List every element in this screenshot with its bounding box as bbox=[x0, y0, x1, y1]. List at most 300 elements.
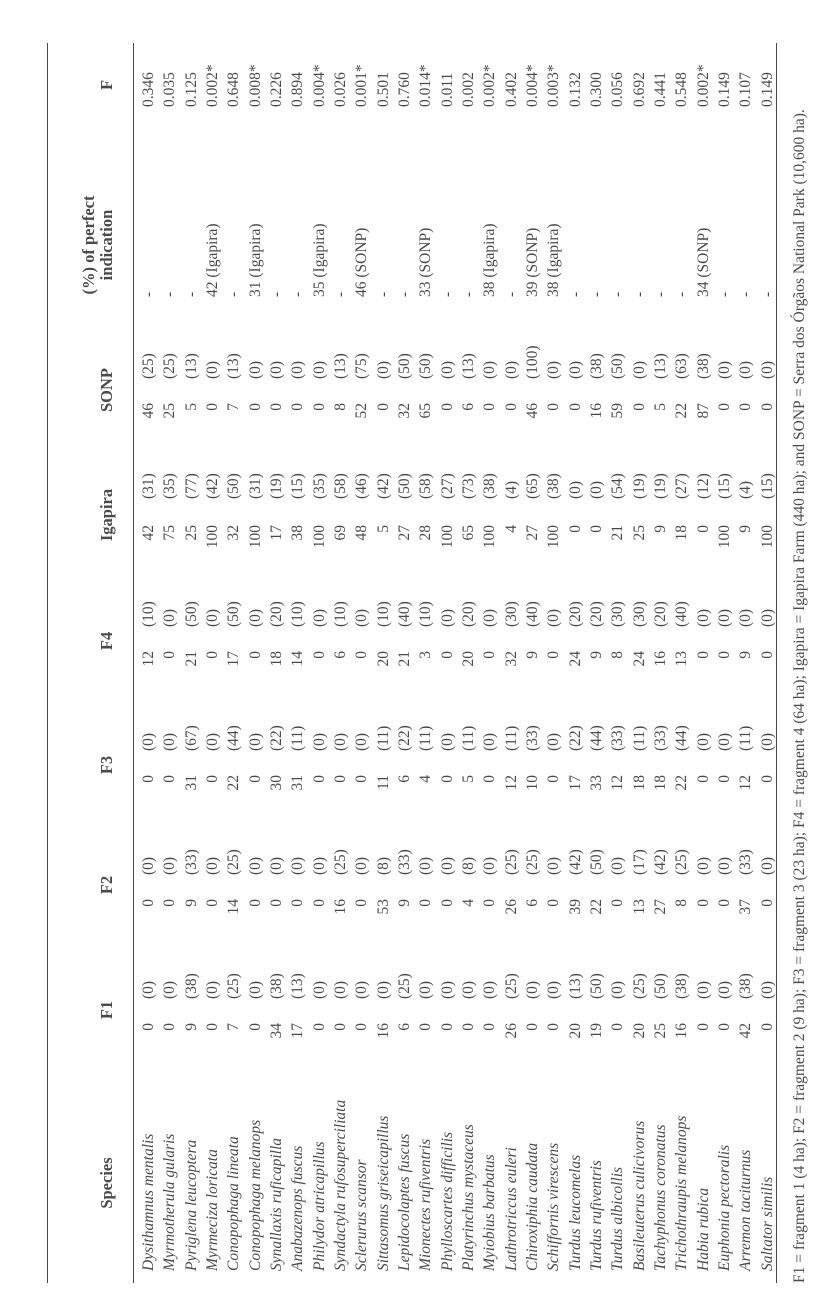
cell-igapira: 17 bbox=[267, 525, 285, 541]
cell-f-value: 0.056 bbox=[609, 72, 627, 107]
cell-f3: 22 bbox=[673, 775, 691, 791]
cell-f2-pct: (0) bbox=[161, 856, 179, 875]
cell-sonp-pct: (13) bbox=[331, 353, 349, 379]
cell-igapira: 48 bbox=[353, 525, 371, 541]
cell-f4-pct: (0) bbox=[715, 608, 733, 627]
cell-f2-pct: (0) bbox=[715, 856, 733, 875]
cell-f1-pct: (0) bbox=[459, 980, 477, 999]
cell-f1-pct: (38) bbox=[267, 973, 285, 999]
cell-f-value: 0.002* bbox=[694, 64, 712, 107]
cell-f4-pct: (20) bbox=[587, 601, 605, 627]
cell-f3: 0 bbox=[203, 775, 221, 783]
cell-f-value: 0.132 bbox=[566, 72, 584, 107]
cell-sonp: 0 bbox=[630, 403, 648, 411]
cell-sonp: 0 bbox=[438, 403, 456, 411]
cell-f-value: 0.008* bbox=[246, 64, 264, 107]
cell-f-value: 0.002 bbox=[459, 72, 477, 107]
cell-f3: 33 bbox=[587, 775, 605, 791]
cell-f2-pct: (0) bbox=[758, 856, 776, 875]
cell-f4-pct: (0) bbox=[161, 608, 179, 627]
cell-f1-pct: (0) bbox=[417, 980, 435, 999]
cell-sonp: 6 bbox=[459, 403, 477, 411]
cell-f2: 0 bbox=[161, 899, 179, 907]
cell-f4: 0 bbox=[246, 651, 264, 659]
cell-f4-pct: (40) bbox=[395, 601, 413, 627]
cell-f3: 12 bbox=[737, 775, 755, 791]
cell-f-value: 0.441 bbox=[651, 72, 669, 107]
cell-f2-pct: (0) bbox=[140, 856, 157, 875]
cell-f1-pct: (0) bbox=[481, 980, 499, 999]
cell-sonp: 32 bbox=[395, 403, 413, 419]
cell-f1-pct: (0) bbox=[758, 980, 776, 999]
cell-f1: 0 bbox=[438, 1023, 456, 1031]
cell-igapira-pct: (31) bbox=[140, 473, 157, 499]
cell-f3-pct: (11) bbox=[502, 725, 520, 751]
cell-f3: 5 bbox=[459, 775, 477, 783]
cell-igapira-pct: (46) bbox=[353, 473, 371, 499]
cell-f2-pct: (25) bbox=[523, 849, 541, 875]
cell-f3-pct: (11) bbox=[417, 725, 435, 751]
cell-indication: - bbox=[651, 291, 669, 297]
cell-f4: 8 bbox=[609, 651, 627, 659]
cell-igapira: 42 bbox=[140, 525, 157, 541]
cell-igapira-pct: (42) bbox=[374, 473, 392, 499]
cell-f2: 0 bbox=[353, 899, 371, 907]
cell-f3: 0 bbox=[481, 775, 499, 783]
cell-igapira-pct: (19) bbox=[630, 473, 648, 499]
cell-igapira: 100 bbox=[481, 525, 499, 549]
cell-f1-pct: (25) bbox=[225, 973, 243, 999]
cell-f4: 3 bbox=[417, 651, 435, 659]
cell-f4: 12 bbox=[140, 651, 157, 667]
cell-sonp-pct: (0) bbox=[715, 360, 733, 379]
cell-f-value: 0.648 bbox=[225, 72, 243, 107]
cell-f1-pct: (0) bbox=[715, 980, 733, 999]
cell-f4: 21 bbox=[395, 651, 413, 667]
cell-species: Lathrotriccus euleri bbox=[502, 1147, 520, 1271]
cell-f4: 0 bbox=[694, 651, 712, 659]
cell-f2-pct: (42) bbox=[651, 849, 669, 875]
cell-f2-pct: (0) bbox=[246, 856, 264, 875]
cell-sonp-pct: (13) bbox=[459, 353, 477, 379]
cell-f2-pct: (33) bbox=[737, 849, 755, 875]
cell-f4: 0 bbox=[310, 651, 328, 659]
cell-f1-pct: (0) bbox=[203, 980, 221, 999]
cell-f4-pct: (20) bbox=[566, 601, 584, 627]
cell-f4: 17 bbox=[225, 651, 243, 667]
cell-f4: 0 bbox=[715, 651, 733, 659]
cell-igapira: 28 bbox=[417, 525, 435, 541]
cell-f3-pct: (11) bbox=[737, 725, 755, 751]
cell-f1-pct: (0) bbox=[374, 980, 392, 999]
header-f1: F1 bbox=[97, 1000, 116, 1020]
cell-sonp: 0 bbox=[267, 403, 285, 411]
cell-f3-pct: (0) bbox=[438, 732, 456, 751]
cell-species: Philydor atricapillus bbox=[310, 1141, 328, 1271]
cell-f4: 32 bbox=[502, 651, 520, 667]
table-bottom-rule bbox=[776, 43, 777, 1283]
cell-f1: 0 bbox=[545, 1023, 563, 1031]
cell-sonp-pct: (13) bbox=[182, 353, 200, 379]
cell-f4: 9 bbox=[587, 651, 605, 659]
cell-indication: - bbox=[438, 291, 456, 297]
cell-igapira-pct: (12) bbox=[694, 473, 712, 499]
cell-f1: 9 bbox=[182, 1023, 200, 1031]
cell-species: Turdus albicollis bbox=[609, 1166, 627, 1271]
cell-sonp-pct: (0) bbox=[758, 360, 776, 379]
cell-igapira: 21 bbox=[609, 525, 627, 541]
cell-f4-pct: (0) bbox=[758, 608, 776, 627]
cell-f1: 42 bbox=[737, 1023, 755, 1039]
cell-species: Saltator similis bbox=[758, 1176, 776, 1271]
cell-igapira-pct: (27) bbox=[673, 473, 691, 499]
cell-sonp: 52 bbox=[353, 403, 371, 419]
cell-f4-pct: (0) bbox=[737, 608, 755, 627]
cell-f2-pct: (0) bbox=[481, 856, 499, 875]
cell-f3-pct: (0) bbox=[694, 732, 712, 751]
cell-f4-pct: (50) bbox=[182, 601, 200, 627]
cell-igapira-pct: (54) bbox=[609, 473, 627, 499]
cell-species: Platyrinchus mystaceus bbox=[459, 1124, 477, 1271]
cell-species: Synallaxis ruficapilla bbox=[267, 1137, 285, 1271]
cell-igapira-pct: (38) bbox=[545, 473, 563, 499]
cell-sonp-pct: (38) bbox=[587, 353, 605, 379]
cell-species: Habia rubica bbox=[694, 1187, 712, 1271]
cell-indication: - bbox=[289, 291, 307, 297]
cell-sonp-pct: (50) bbox=[417, 353, 435, 379]
cell-f1: 19 bbox=[587, 1023, 605, 1039]
cell-sonp-pct: (0) bbox=[545, 360, 563, 379]
cell-f4: 6 bbox=[331, 651, 349, 659]
cell-f3-pct: (22) bbox=[395, 725, 413, 751]
cell-species: Schiffornis virescens bbox=[545, 1142, 563, 1271]
cell-f4-pct: (10) bbox=[374, 601, 392, 627]
cell-indication: - bbox=[395, 291, 413, 297]
cell-f4-pct: (0) bbox=[438, 608, 456, 627]
cell-f3-pct: (44) bbox=[225, 725, 243, 751]
cell-f3: 31 bbox=[289, 775, 307, 791]
cell-f1-pct: (25) bbox=[630, 973, 648, 999]
cell-sonp-pct: (63) bbox=[673, 353, 691, 379]
cell-f2: 27 bbox=[651, 899, 669, 915]
cell-igapira-pct: (42) bbox=[203, 473, 221, 499]
cell-indication: 38 (Igapira) bbox=[545, 223, 563, 297]
cell-f-value: 0.894 bbox=[289, 72, 307, 107]
cell-sonp: 46 bbox=[523, 403, 541, 419]
cell-f3-pct: (67) bbox=[182, 725, 200, 751]
cell-sonp-pct: (13) bbox=[651, 353, 669, 379]
cell-f3-pct: (0) bbox=[331, 732, 349, 751]
cell-f2-pct: (25) bbox=[502, 849, 520, 875]
cell-species: Turdus rufiventris bbox=[587, 1160, 605, 1271]
cell-f4: 0 bbox=[161, 651, 179, 659]
cell-f-value: 0.548 bbox=[673, 72, 691, 107]
cell-f2-pct: (50) bbox=[587, 849, 605, 875]
cell-f3-pct: (0) bbox=[353, 732, 371, 751]
cell-f4-pct: (20) bbox=[267, 601, 285, 627]
cell-sonp: 87 bbox=[694, 403, 712, 419]
cell-igapira-pct: (38) bbox=[481, 473, 499, 499]
cell-indication: - bbox=[459, 291, 477, 297]
cell-f2-pct: (0) bbox=[438, 856, 456, 875]
cell-f-value: 0.001* bbox=[353, 64, 371, 107]
header-indication-line1: (%) of perfect bbox=[79, 195, 98, 295]
cell-f4-pct: (20) bbox=[651, 601, 669, 627]
cell-species: Trichothraupis melanops bbox=[673, 1115, 691, 1271]
cell-f1-pct: (0) bbox=[310, 980, 328, 999]
cell-f-value: 0.149 bbox=[715, 72, 733, 107]
cell-f4: 0 bbox=[481, 651, 499, 659]
cell-f1: 0 bbox=[140, 1023, 157, 1031]
cell-sonp: 5 bbox=[651, 403, 669, 411]
cell-sonp-pct: (0) bbox=[502, 360, 520, 379]
cell-f1: 17 bbox=[289, 1023, 307, 1039]
cell-f4: 14 bbox=[289, 651, 307, 667]
cell-f-value: 0.402 bbox=[502, 72, 520, 107]
cell-f4: 24 bbox=[566, 651, 584, 667]
cell-f2-pct: (0) bbox=[609, 856, 627, 875]
cell-igapira: 27 bbox=[395, 525, 413, 541]
cell-f3-pct: (0) bbox=[140, 732, 157, 751]
cell-f3: 0 bbox=[161, 775, 179, 783]
table-header-rule bbox=[133, 43, 134, 1283]
cell-f3-pct: (33) bbox=[651, 725, 669, 751]
cell-f3: 0 bbox=[694, 775, 712, 783]
cell-sonp-pct: (75) bbox=[353, 353, 371, 379]
cell-f1-pct: (0) bbox=[353, 980, 371, 999]
header-f: F bbox=[97, 79, 116, 91]
cell-indication: - bbox=[758, 291, 776, 297]
cell-f4-pct: (10) bbox=[140, 601, 157, 627]
cell-sonp-pct: (0) bbox=[737, 360, 755, 379]
cell-sonp-pct: (0) bbox=[630, 360, 648, 379]
cell-f2: 0 bbox=[267, 899, 285, 907]
cell-f4: 0 bbox=[353, 651, 371, 659]
cell-f4-pct: (0) bbox=[203, 608, 221, 627]
cell-igapira-pct: (4) bbox=[737, 480, 755, 499]
header-species: Species bbox=[97, 1157, 116, 1209]
cell-f2-pct: (0) bbox=[289, 856, 307, 875]
cell-sonp-pct: (0) bbox=[481, 360, 499, 379]
cell-igapira: 0 bbox=[694, 525, 712, 533]
cell-f1: 34 bbox=[267, 1023, 285, 1039]
cell-f3-pct: (11) bbox=[630, 725, 648, 751]
cell-f1: 0 bbox=[481, 1023, 499, 1031]
cell-igapira: 100 bbox=[545, 525, 563, 549]
cell-igapira-pct: (50) bbox=[395, 473, 413, 499]
cell-species: Myrmeciza loricata bbox=[203, 1149, 221, 1271]
cell-indication: - bbox=[566, 291, 584, 297]
cell-f2: 0 bbox=[417, 899, 435, 907]
cell-igapira: 100 bbox=[715, 525, 733, 549]
cell-species: Euphonia pectoralis bbox=[715, 1144, 733, 1271]
cell-f1: 0 bbox=[417, 1023, 435, 1031]
cell-igapira-pct: (35) bbox=[310, 473, 328, 499]
cell-f3-pct: (0) bbox=[545, 732, 563, 751]
cell-f4: 21 bbox=[182, 651, 200, 667]
cell-f2-pct: (33) bbox=[395, 849, 413, 875]
cell-f2: 0 bbox=[545, 899, 563, 907]
cell-f3: 0 bbox=[246, 775, 264, 783]
cell-f3-pct: (0) bbox=[758, 732, 776, 751]
cell-igapira-pct: (73) bbox=[459, 473, 477, 499]
cell-igapira: 65 bbox=[459, 525, 477, 541]
cell-f1: 7 bbox=[225, 1023, 243, 1031]
header-f4: F4 bbox=[97, 631, 116, 651]
cell-f4: 20 bbox=[374, 651, 392, 667]
table-footnote: F1 = fragment 1 (4 ha); F2 = fragment 2 (9 ha); F3 = fragment 3 (23 ha); F4 = fragment 4 (64 ha); Igapira = Igapira Farm (440 ha); and SONP = Serra dos Órgãos National Park (10,600 ha). bbox=[791, 109, 808, 1283]
cell-f3: 0 bbox=[331, 775, 349, 783]
cell-f3: 0 bbox=[140, 775, 157, 783]
cell-f1-pct: (25) bbox=[502, 973, 520, 999]
cell-f3: 18 bbox=[630, 775, 648, 791]
cell-f2-pct: (33) bbox=[182, 849, 200, 875]
cell-species: Sclerurus scansor bbox=[353, 1159, 371, 1271]
cell-sonp: 16 bbox=[587, 403, 605, 419]
header-igapira: Igapira bbox=[97, 488, 116, 542]
cell-f2-pct: (25) bbox=[331, 849, 349, 875]
cell-f-value: 0.692 bbox=[630, 72, 648, 107]
cell-f2: 26 bbox=[502, 899, 520, 915]
cell-f2: 39 bbox=[566, 899, 584, 915]
cell-f1-pct: (50) bbox=[651, 973, 669, 999]
cell-f1-pct: (0) bbox=[694, 980, 712, 999]
cell-f4: 0 bbox=[758, 651, 776, 659]
cell-f2-pct: (25) bbox=[225, 849, 243, 875]
cell-f3-pct: (0) bbox=[310, 732, 328, 751]
cell-indication: - bbox=[502, 291, 520, 297]
cell-sonp: 0 bbox=[203, 403, 221, 411]
cell-f1-pct: (50) bbox=[587, 973, 605, 999]
cell-igapira-pct: (31) bbox=[246, 473, 264, 499]
cell-f3-pct: (44) bbox=[673, 725, 691, 751]
cell-f3: 10 bbox=[523, 775, 541, 791]
cell-f2: 0 bbox=[203, 899, 221, 907]
cell-f-value: 0.107 bbox=[737, 72, 755, 107]
cell-indication: - bbox=[161, 291, 179, 297]
cell-f4-pct: (0) bbox=[481, 608, 499, 627]
cell-sonp: 0 bbox=[545, 403, 563, 411]
cell-indication: 35 (Igapira) bbox=[310, 223, 328, 297]
cell-species: Sittasomus griseicapillus bbox=[374, 1115, 392, 1271]
cell-igapira: 25 bbox=[182, 525, 200, 541]
cell-indication: - bbox=[609, 291, 627, 297]
cell-f2: 0 bbox=[310, 899, 328, 907]
cell-f3: 12 bbox=[502, 775, 520, 791]
cell-f3: 6 bbox=[395, 775, 413, 783]
cell-igapira-pct: (50) bbox=[225, 473, 243, 499]
cell-sonp-pct: (38) bbox=[694, 353, 712, 379]
cell-igapira-pct: (77) bbox=[182, 473, 200, 499]
cell-f2-pct: (17) bbox=[630, 849, 648, 875]
cell-igapira: 5 bbox=[374, 525, 392, 533]
cell-f1-pct: (0) bbox=[246, 980, 264, 999]
cell-f4-pct: (40) bbox=[523, 601, 541, 627]
cell-f-value: 0.004* bbox=[523, 64, 541, 107]
cell-f1-pct: (38) bbox=[673, 973, 691, 999]
cell-f4: 0 bbox=[545, 651, 563, 659]
cell-species: Basileuterus culicivorus bbox=[630, 1120, 648, 1271]
cell-f3: 0 bbox=[310, 775, 328, 783]
cell-f1-pct: (38) bbox=[182, 973, 200, 999]
cell-indication: - bbox=[737, 291, 755, 297]
cell-f4: 0 bbox=[203, 651, 221, 659]
cell-f3: 12 bbox=[609, 775, 627, 791]
cell-f4-pct: (10) bbox=[289, 601, 307, 627]
cell-f3-pct: (22) bbox=[566, 725, 584, 751]
cell-f3: 0 bbox=[758, 775, 776, 783]
cell-igapira: 27 bbox=[523, 525, 541, 541]
header-indication-line2: indication bbox=[97, 209, 116, 281]
cell-f4-pct: (0) bbox=[310, 608, 328, 627]
cell-f-value: 0.002* bbox=[481, 64, 499, 107]
cell-f2: 0 bbox=[758, 899, 776, 907]
cell-f4: 18 bbox=[267, 651, 285, 667]
cell-igapira: 100 bbox=[758, 525, 776, 549]
cell-f3-pct: (0) bbox=[715, 732, 733, 751]
cell-f2: 8 bbox=[673, 899, 691, 907]
cell-f-value: 0.014* bbox=[417, 64, 435, 107]
cell-sonp: 0 bbox=[481, 403, 499, 411]
cell-igapira-pct: (15) bbox=[715, 473, 733, 499]
cell-f3: 30 bbox=[267, 775, 285, 791]
cell-f1: 16 bbox=[673, 1023, 691, 1039]
cell-f4: 0 bbox=[438, 651, 456, 659]
cell-igapira-pct: (58) bbox=[331, 473, 349, 499]
cell-f2: 9 bbox=[395, 899, 413, 907]
cell-f4-pct: (0) bbox=[353, 608, 371, 627]
cell-igapira: 4 bbox=[502, 525, 520, 533]
cell-f3-pct: (11) bbox=[374, 725, 392, 751]
cell-f2: 6 bbox=[523, 899, 541, 907]
cell-indication: 42 (Igapira) bbox=[203, 223, 221, 297]
cell-sonp: 65 bbox=[417, 403, 435, 419]
cell-f1-pct: (0) bbox=[161, 980, 179, 999]
cell-f4-pct: (40) bbox=[673, 601, 691, 627]
cell-species: Tachyphonus coronatus bbox=[651, 1124, 669, 1271]
cell-indication: 38 (Igapira) bbox=[481, 223, 499, 297]
cell-sonp: 59 bbox=[609, 403, 627, 419]
cell-f-value: 0.149 bbox=[758, 72, 776, 107]
cell-igapira: 100 bbox=[310, 525, 328, 549]
cell-f2: 37 bbox=[737, 899, 755, 915]
cell-f-value: 0.011 bbox=[438, 72, 456, 107]
cell-species: Myiobius barbatus bbox=[481, 1154, 499, 1271]
cell-f3-pct: (0) bbox=[481, 732, 499, 751]
cell-f-value: 0.226 bbox=[267, 72, 285, 107]
cell-f3-pct: (0) bbox=[246, 732, 264, 751]
cell-indication: - bbox=[715, 291, 733, 297]
cell-f4: 13 bbox=[673, 651, 691, 667]
cell-igapira-pct: (35) bbox=[161, 473, 179, 499]
cell-f4-pct: (0) bbox=[545, 608, 563, 627]
cell-f1-pct: (0) bbox=[331, 980, 349, 999]
cell-sonp: 0 bbox=[289, 403, 307, 411]
cell-f2: 0 bbox=[289, 899, 307, 907]
cell-f-value: 0.026 bbox=[331, 72, 349, 107]
cell-sonp-pct: (0) bbox=[566, 360, 584, 379]
cell-species: Pyriglena leucoptera bbox=[182, 1139, 200, 1271]
cell-f1: 25 bbox=[651, 1023, 669, 1039]
cell-igapira-pct: (27) bbox=[438, 473, 456, 499]
cell-f2: 16 bbox=[331, 899, 349, 915]
cell-f3: 18 bbox=[651, 775, 669, 791]
cell-sonp: 0 bbox=[715, 403, 733, 411]
cell-f3: 22 bbox=[225, 775, 243, 791]
cell-species: Chiroxiphia caudata bbox=[523, 1142, 541, 1271]
cell-f4-pct: (0) bbox=[246, 608, 264, 627]
cell-igapira: 75 bbox=[161, 525, 179, 541]
